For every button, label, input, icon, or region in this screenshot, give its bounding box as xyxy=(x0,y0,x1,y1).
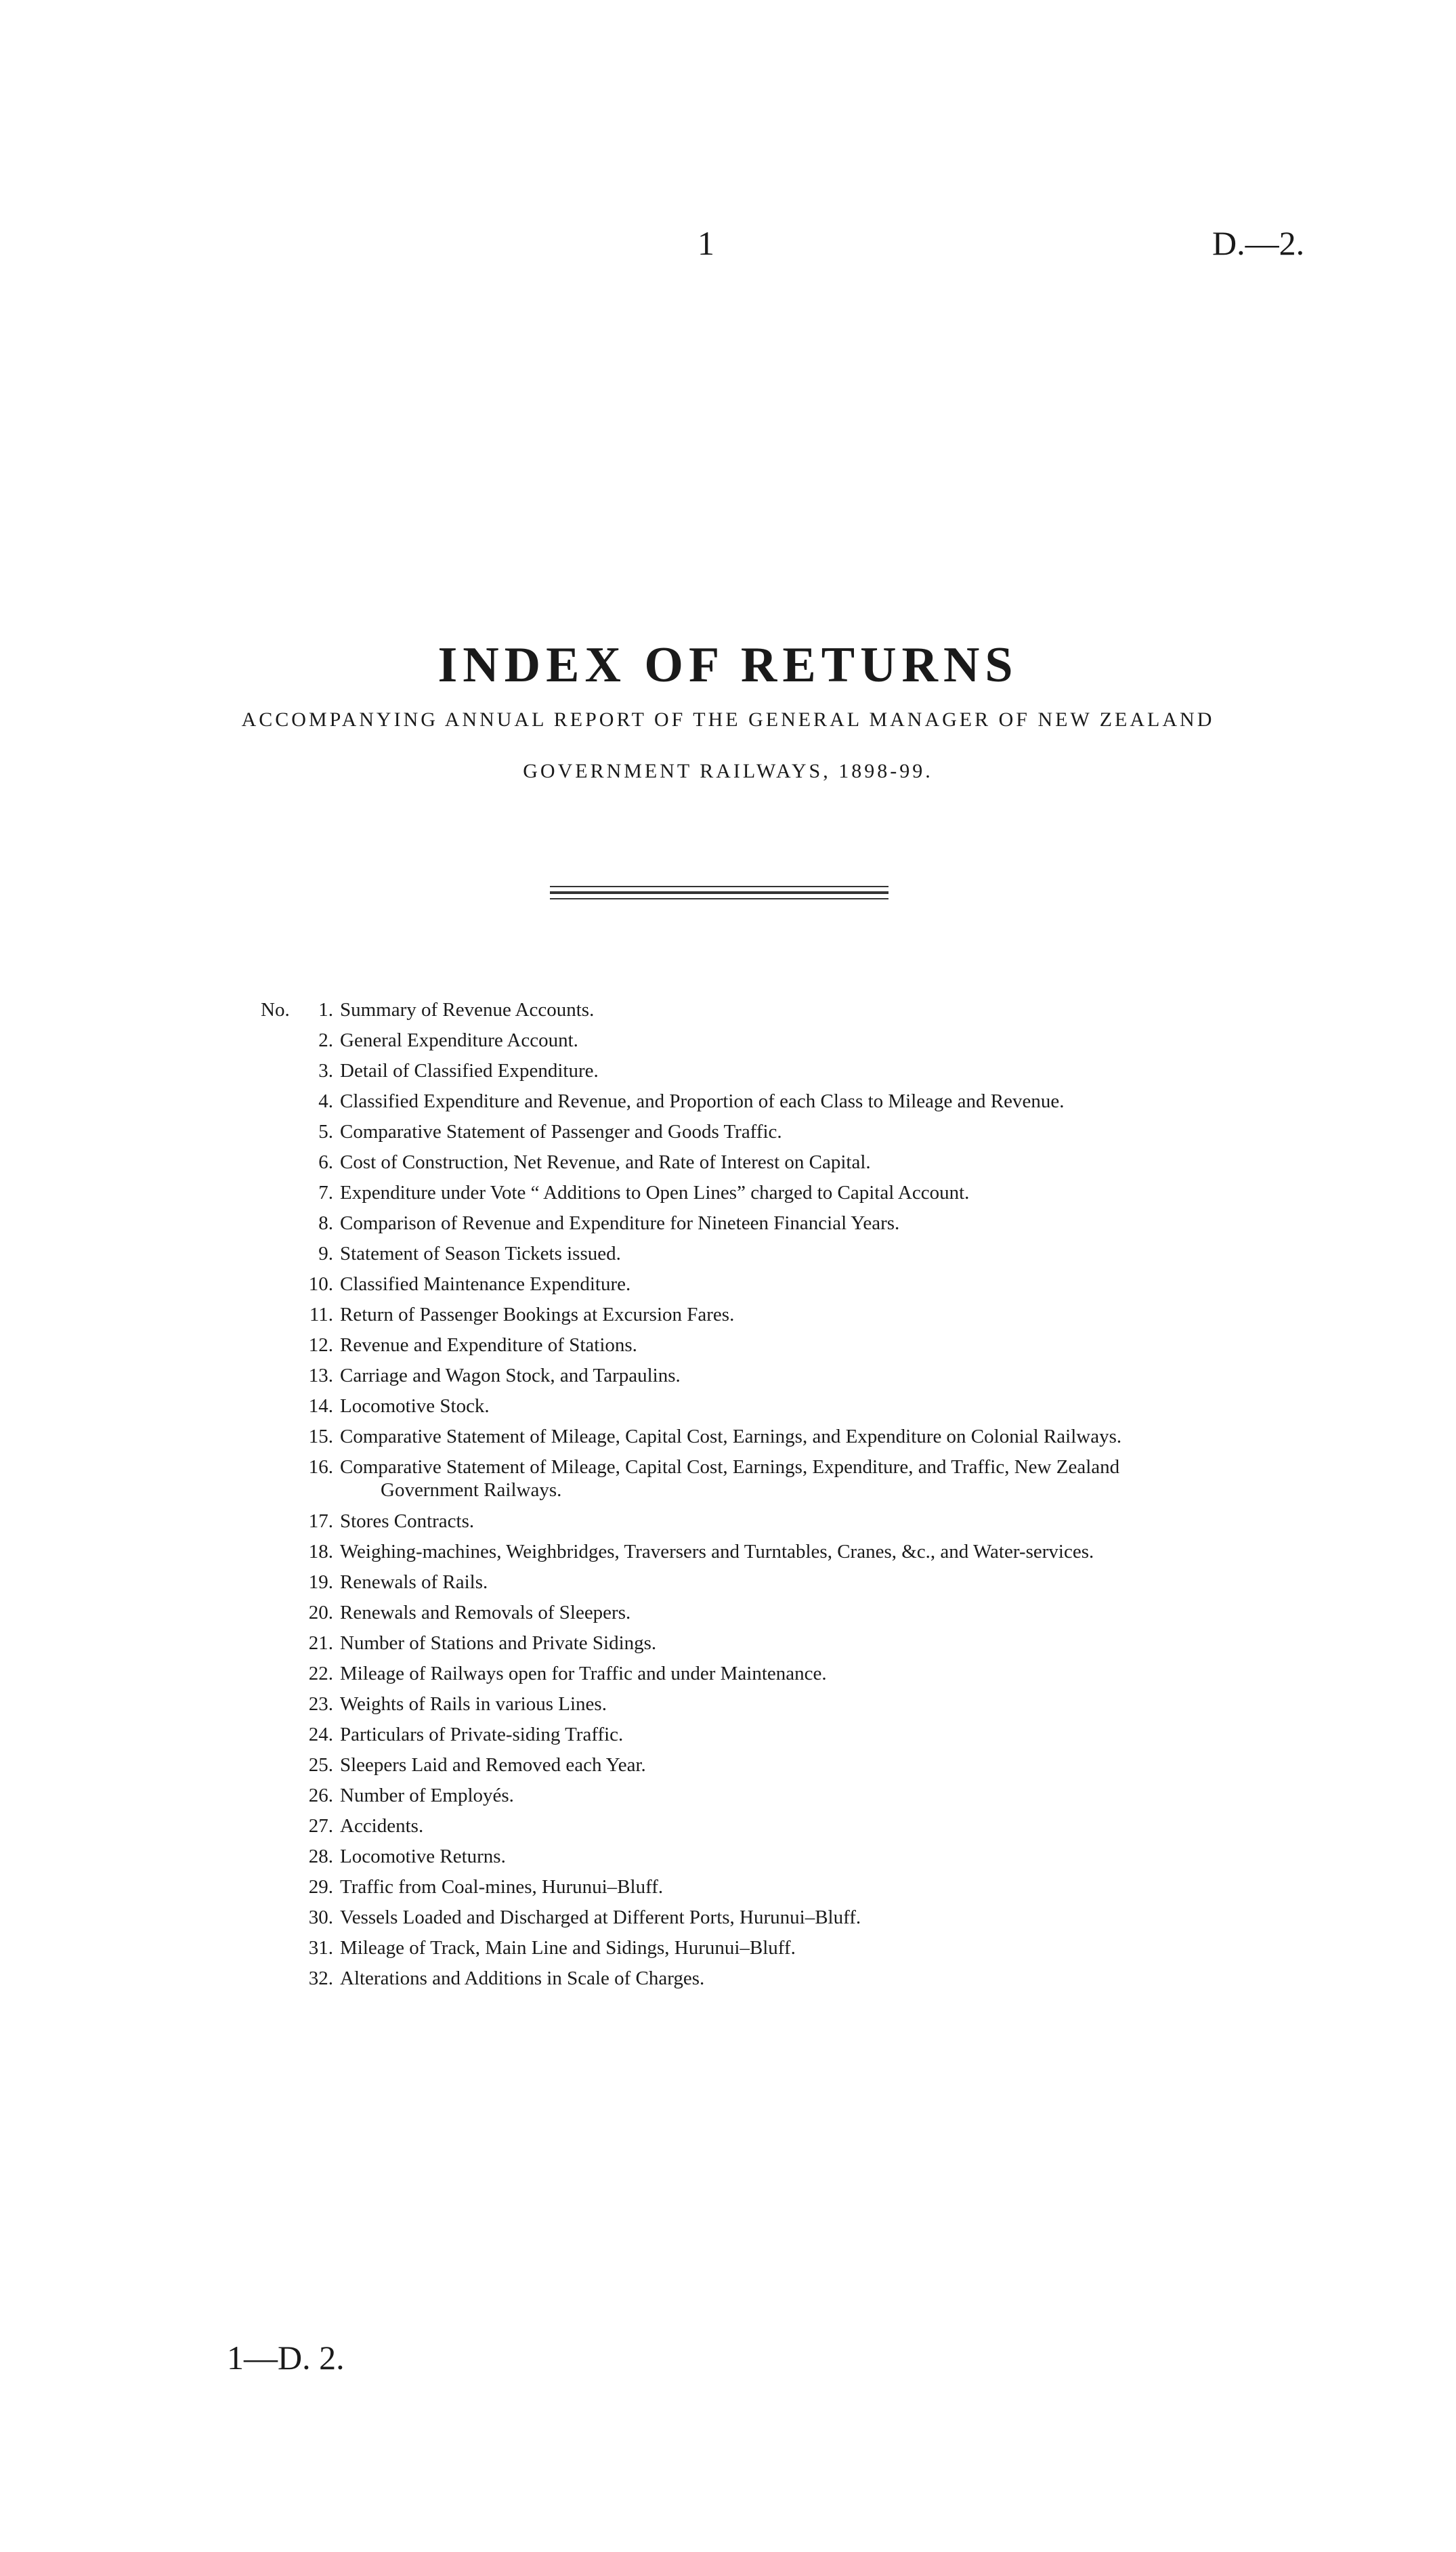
list-item xyxy=(0,1395,1456,1425)
divider-rule-middle xyxy=(550,891,888,896)
list-item xyxy=(0,1723,1456,1753)
return-number: 20. xyxy=(308,1602,333,1623)
return-number: 19. xyxy=(308,1571,333,1593)
page-number: 1 xyxy=(698,224,714,262)
return-number: 24. xyxy=(308,1724,333,1745)
return-number: 1. xyxy=(318,999,333,1021)
return-number: 3. xyxy=(318,1060,333,1082)
return-title: Detail of Classified Expenditure. xyxy=(340,1060,599,1082)
return-title: Mileage of Track, Main Line and Sidings, Hurunui–Bluff. xyxy=(340,1937,796,1959)
list-item xyxy=(0,1334,1456,1364)
return-title: Mileage of Railways open for Traffic and under Maintenance. xyxy=(340,1663,827,1684)
list-item xyxy=(0,1784,1456,1814)
return-title: Vessels Loaded and Discharged at Different Ports, Hurunui–Bluff. xyxy=(340,1907,861,1928)
return-title: Classified Maintenance Expenditure. xyxy=(340,1273,631,1295)
return-title: Renewals and Removals of Sleepers. xyxy=(340,1602,631,1623)
return-title: Locomotive Returns. xyxy=(340,1846,506,1867)
return-title-line-1: Comparative Statement of Mileage, Capital Cost, Earnings, Expenditure, and Traffic, New Zealand xyxy=(340,1456,1120,1478)
return-title: Alterations and Additions in Scale of Charges. xyxy=(340,1968,705,1989)
return-title: General Expenditure Account. xyxy=(340,1029,578,1051)
return-title: Locomotive Stock. xyxy=(340,1395,490,1417)
footer-code: 1—D. 2. xyxy=(227,2339,345,2377)
list-item xyxy=(0,1814,1456,1845)
list-item xyxy=(0,1364,1456,1395)
return-number: 9. xyxy=(318,1243,333,1264)
return-number: 21. xyxy=(308,1632,333,1654)
return-title: Renewals of Rails. xyxy=(340,1571,488,1593)
return-title: Accidents. xyxy=(340,1815,424,1837)
list-item xyxy=(0,1090,1456,1120)
list-item xyxy=(0,1273,1456,1303)
list-item xyxy=(0,1303,1456,1334)
return-number: 27. xyxy=(308,1815,333,1837)
list-item xyxy=(0,1455,1456,1510)
list-item xyxy=(0,1906,1456,1936)
return-number: 14. xyxy=(308,1395,333,1417)
return-number: 2. xyxy=(318,1029,333,1051)
return-number: 7. xyxy=(318,1182,333,1204)
return-title: Comparison of Revenue and Expenditure for Nineteen Financial Years. xyxy=(340,1212,900,1234)
return-title-line-2: Government Railways. xyxy=(381,1479,562,1501)
return-number: 15. xyxy=(308,1426,333,1447)
return-title: Number of Employés. xyxy=(340,1785,514,1806)
list-item xyxy=(0,1242,1456,1273)
return-title xyxy=(340,1455,1322,1502)
return-title: Comparative Statement of Passenger and Goods Traffic. xyxy=(340,1121,782,1143)
return-title: Cost of Construction, Net Revenue, and Rate of Interest on Capital. xyxy=(340,1151,871,1173)
return-number: 5. xyxy=(318,1121,333,1143)
page-title: INDEX OF RETURNS xyxy=(437,637,1019,693)
list-item xyxy=(0,1875,1456,1906)
list-item xyxy=(0,1753,1456,1784)
return-number: 18. xyxy=(308,1541,333,1562)
list-item xyxy=(0,1601,1456,1632)
return-title: Number of Stations and Private Sidings. xyxy=(340,1632,657,1654)
list-item xyxy=(0,1510,1456,1540)
return-number: 16. xyxy=(308,1456,333,1478)
return-number: 26. xyxy=(308,1785,333,1806)
divider-rule-top xyxy=(550,886,888,887)
return-title: Statement of Season Tickets issued. xyxy=(340,1243,621,1264)
return-number: 28. xyxy=(308,1846,333,1867)
list-item xyxy=(0,1662,1456,1693)
list-item xyxy=(0,1425,1456,1455)
return-title: Stores Contracts. xyxy=(340,1510,475,1532)
return-number: 10. xyxy=(308,1273,333,1295)
return-title: Sleepers Laid and Removed each Year. xyxy=(340,1754,646,1776)
return-number: 8. xyxy=(318,1212,333,1234)
return-title: Traffic from Coal-mines, Hurunui–Bluff. xyxy=(340,1876,664,1898)
list-item xyxy=(0,1540,1456,1571)
list-item xyxy=(0,1212,1456,1242)
return-title: Revenue and Expenditure of Stations. xyxy=(340,1334,637,1356)
return-number: 30. xyxy=(308,1907,333,1928)
return-number: 29. xyxy=(308,1876,333,1898)
list-item xyxy=(0,1151,1456,1181)
return-number: 4. xyxy=(318,1090,333,1112)
return-title: Expenditure under Vote “ Additions to Open Lines” charged to Capital Account. xyxy=(340,1182,970,1204)
list-item xyxy=(0,1571,1456,1601)
return-number: 11. xyxy=(309,1304,333,1325)
list-item xyxy=(0,1059,1456,1090)
returns-list xyxy=(0,998,1456,1997)
list-item xyxy=(0,1632,1456,1662)
return-number: 17. xyxy=(308,1510,333,1532)
list-item xyxy=(0,1693,1456,1723)
return-title: Return of Passenger Bookings at Excursion Fares. xyxy=(340,1304,735,1325)
list-item xyxy=(0,998,1456,1029)
return-title: Weighing-machines, Weighbridges, Traversers and Turntables, Cranes, &c., and Water-services. xyxy=(340,1541,1094,1562)
return-title: Carriage and Wagon Stock, and Tarpaulins. xyxy=(340,1365,681,1386)
list-item xyxy=(0,1845,1456,1875)
return-number: 23. xyxy=(308,1693,333,1715)
list-prefix: No. xyxy=(261,999,290,1021)
return-number: 12. xyxy=(308,1334,333,1356)
return-title: Comparative Statement of Mileage, Capital Cost, Earnings, and Expenditure on Colonial Railways. xyxy=(340,1426,1122,1447)
return-title: Classified Expenditure and Revenue, and Proportion of each Class to Mileage and Revenue. xyxy=(340,1090,1065,1112)
return-number: 13. xyxy=(308,1365,333,1386)
list-item xyxy=(0,1181,1456,1212)
list-item xyxy=(0,1029,1456,1059)
return-number: 25. xyxy=(308,1754,333,1776)
list-item xyxy=(0,1120,1456,1151)
return-number: 22. xyxy=(308,1663,333,1684)
return-title: Weights of Rails in various Lines. xyxy=(340,1693,607,1715)
return-number: 32. xyxy=(308,1968,333,1989)
return-title: Particulars of Private-siding Traffic. xyxy=(340,1724,624,1745)
divider-rule-bottom xyxy=(550,898,888,899)
return-title: Summary of Revenue Accounts. xyxy=(340,999,595,1021)
list-item xyxy=(0,1936,1456,1967)
return-number: 6. xyxy=(318,1151,333,1173)
return-number: 31. xyxy=(308,1937,333,1959)
list-item xyxy=(0,1967,1456,1997)
subtitle-line-1: ACCOMPANYING ANNUAL REPORT OF THE GENERAL MANAGER OF NEW ZEALAND xyxy=(241,708,1215,731)
document-code: D.—2. xyxy=(1212,224,1305,262)
subtitle-line-2: GOVERNMENT RAILWAYS, 1898-99. xyxy=(523,760,933,782)
